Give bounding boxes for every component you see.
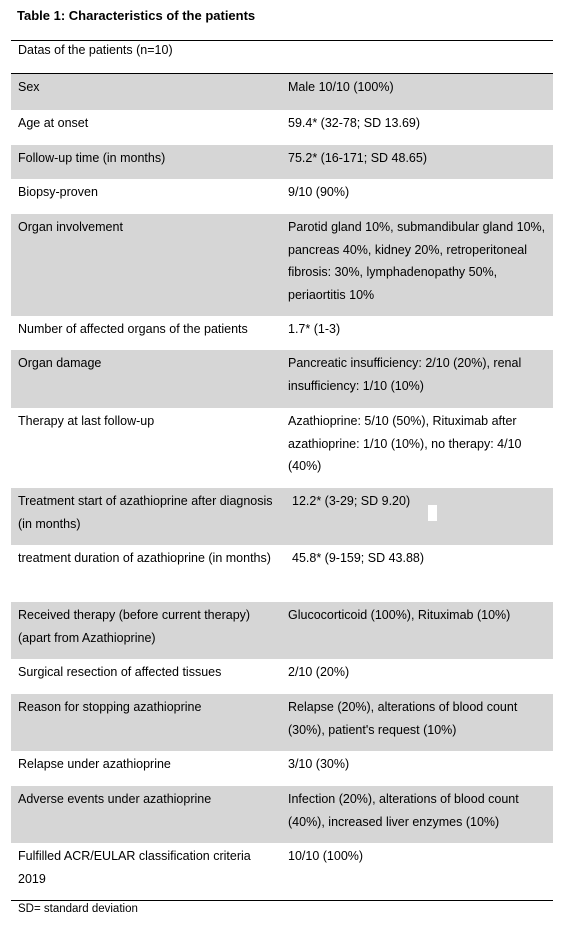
white-box-artifact <box>428 505 437 521</box>
row-label: Organ damage <box>18 356 102 370</box>
table-row-organ-damage <box>11 350 553 408</box>
row-value: 9/10 (90%) <box>288 185 350 199</box>
row-value: Pancreatic insufficiency: 2/10 (20%), renal insufficiency: 1/10 (10%) <box>288 356 522 393</box>
row-label: Sex <box>18 80 40 94</box>
row-value: 45.8* (9-159; SD 43.88) <box>292 551 425 565</box>
table-row-reason-for-stopping-azathioprine <box>11 694 553 751</box>
row-value: 2/10 (20%) <box>288 665 350 679</box>
row-label: Adverse events under azathioprine <box>18 792 212 806</box>
row-value: 10/10 (100%) <box>288 849 364 863</box>
row-label: Age at onset <box>18 116 89 130</box>
characteristics-table <box>11 74 553 900</box>
row-label: Reason for stopping azathioprine <box>18 700 202 714</box>
row-value: Relapse (20%), alterations of blood count (30%), patient's request (10%) <box>288 700 518 737</box>
row-label: Therapy at last follow-up <box>18 414 155 428</box>
table-row-follow-up-time <box>11 145 553 179</box>
row-value: 3/10 (30%) <box>288 757 350 771</box>
table-title: Table 1: Characteristics of the patients <box>17 8 256 23</box>
table-row-number-of-affected-organs <box>11 316 553 350</box>
table-row-fulfilled-acr-eular-criteria <box>11 843 553 900</box>
table-row-treatment-start-of-azathioprine <box>11 488 553 545</box>
row-value: 12.2* (3-29; SD 9.20) <box>292 494 411 508</box>
table-row-treatment-duration-of-azathioprine <box>11 545 553 602</box>
table-row-relapse-under-azathioprine <box>11 751 553 786</box>
row-label: Organ involvement <box>18 220 123 234</box>
table-row-age-at-onset <box>11 110 553 145</box>
table-row-biopsy-proven <box>11 179 553 214</box>
row-label: Received therapy (before current therapy) (apart from Azathioprine) <box>18 608 251 645</box>
row-value: Glucocorticoid (100%), Rituximab (10%) <box>288 608 511 622</box>
table-row-sex <box>11 74 553 110</box>
row-label: Treatment start of azathioprine after diagnosis (in months) <box>18 494 273 531</box>
row-label: Relapse under azathioprine <box>18 757 171 771</box>
row-value: Azathioprine: 5/10 (50%), Rituximab after azathioprine: 1/10 (10%), no therapy: 4/10 (40%) <box>288 414 522 473</box>
table-header: Datas of the patients (n=10) <box>18 43 173 57</box>
row-label: treatment duration of azathioprine (in months) <box>18 551 271 565</box>
table-top-rule <box>11 40 553 41</box>
row-label: Follow-up time (in months) <box>18 151 166 165</box>
row-label: Fulfilled ACR/EULAR classification criteria 2019 <box>18 849 251 886</box>
row-label: Number of affected organs of the patients <box>18 322 248 336</box>
row-value: 75.2* (16-171; SD 48.65) <box>288 151 427 165</box>
row-value: 1.7* (1-3) <box>288 322 341 336</box>
table-bottom-rule <box>11 900 553 901</box>
row-value: Infection (20%), alterations of blood count (40%), increased liver enzymes (10%) <box>288 792 519 829</box>
row-value: Parotid gland 10%, submandibular gland 10%, pancreas 40%, kidney 20%, retroperitoneal fibrosis: 30%, lymphadenopathy 50%, periaortitis 10% <box>288 220 546 302</box>
table-row-adverse-events-under-azathioprine <box>11 786 553 843</box>
row-value: Male 10/10 (100%) <box>288 80 394 94</box>
row-value: 59.4* (32-78; SD 13.69) <box>288 116 421 130</box>
table-row-surgical-resection <box>11 659 553 694</box>
row-label: Biopsy-proven <box>18 185 98 199</box>
row-label: Surgical resection of affected tissues <box>18 665 222 679</box>
table-row-received-therapy <box>11 602 553 659</box>
table-row-therapy-at-last-follow-up <box>11 408 553 488</box>
table-footnote: SD= standard deviation <box>18 903 138 915</box>
table-row-organ-involvement <box>11 214 553 316</box>
